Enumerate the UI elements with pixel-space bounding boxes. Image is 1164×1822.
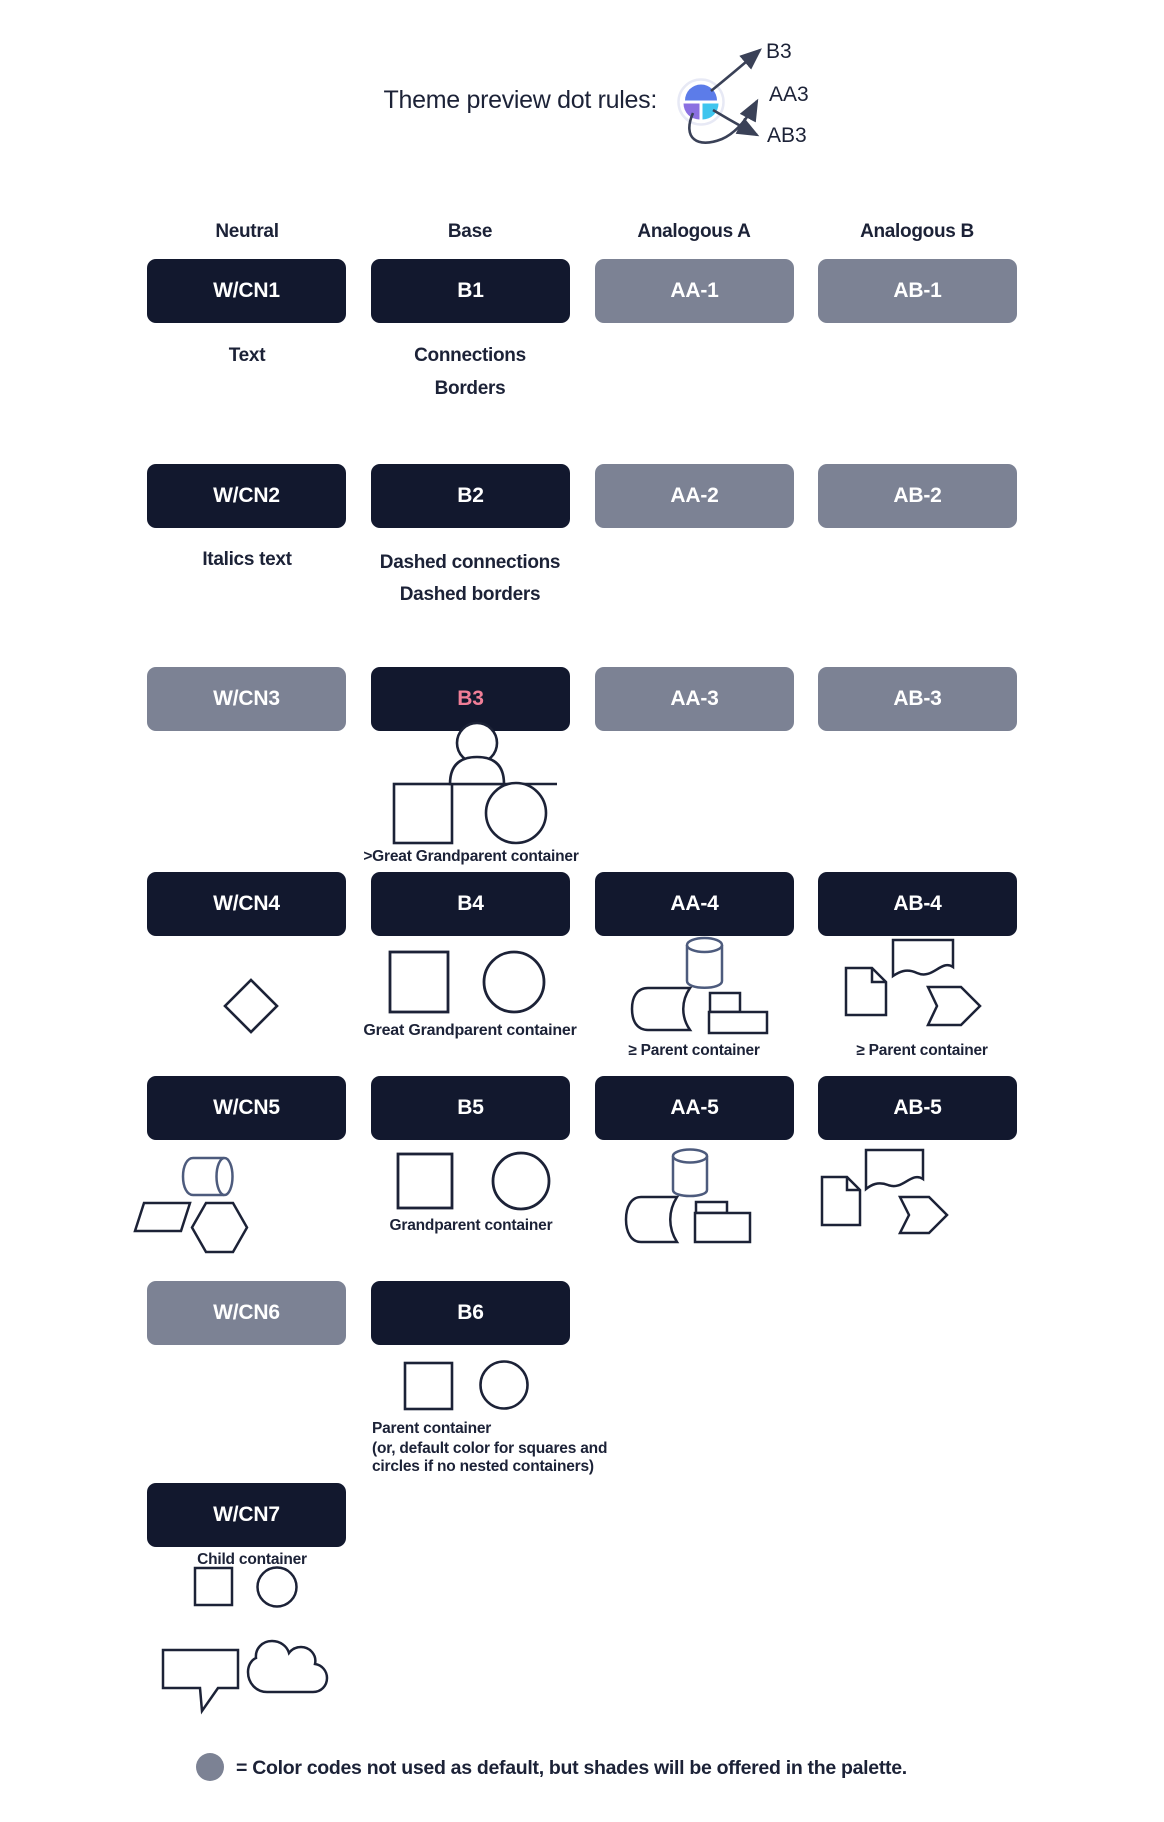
document-fold <box>872 968 886 982</box>
card-tab <box>696 1202 727 1213</box>
swatch-aa5: AA-5 <box>595 1076 794 1140</box>
column-header-analogous-b: Analogous B <box>860 221 974 242</box>
arrow-to-b3 <box>711 50 760 91</box>
square-icon <box>195 1568 232 1605</box>
legend-gray-dot <box>196 1753 224 1781</box>
dot-label-b3: B3 <box>766 40 792 63</box>
label-text: Text <box>228 345 266 366</box>
column-header-base: Base <box>447 221 493 242</box>
cylinder-icon <box>673 1156 707 1196</box>
swatch-wcn1: W/CN1 <box>147 259 346 323</box>
document-fold <box>847 1177 860 1190</box>
wcn7-extra-shapes <box>163 1641 327 1711</box>
label-ge-parent-aa4: ≥ Parent container <box>628 1042 760 1059</box>
swatch-aa2: AA-2 <box>595 464 794 528</box>
cylinder-top <box>687 938 722 952</box>
chevron-icon <box>900 1197 947 1233</box>
label-parent-line3: circles if no nested containers) <box>372 1458 594 1475</box>
b4-shapes <box>390 952 544 1012</box>
square-icon <box>405 1363 452 1409</box>
circle-icon <box>493 1153 549 1209</box>
label-parent-line2: (or, default color for squares and <box>372 1440 608 1457</box>
swatch-aa4: AA-4 <box>595 872 794 936</box>
label-parent-line1: Parent container <box>372 1420 492 1437</box>
label-borders: Borders <box>434 378 506 399</box>
diamond-icon <box>225 980 277 1032</box>
label-grandparent: Grandparent container <box>389 1217 553 1234</box>
tabbed-card-icon <box>709 1012 767 1033</box>
swatch-wcn2: W/CN2 <box>147 464 346 528</box>
actor-shoulders-icon <box>450 757 504 784</box>
cloud-icon <box>248 1641 327 1692</box>
label-ge-parent-ab4: ≥ Parent container <box>856 1042 988 1059</box>
dot-analogous-a-quarter <box>684 104 700 120</box>
square-icon <box>394 784 452 843</box>
wcn5-shapes <box>135 1158 247 1252</box>
swatch-ab5: AB-5 <box>818 1076 1017 1140</box>
dot-analogous-b-quarter <box>703 104 719 120</box>
ab4-shapes <box>846 940 980 1025</box>
label-dashed-connections: Dashed connections <box>379 552 561 573</box>
square-icon <box>398 1154 452 1208</box>
swatch-ab2: AB-2 <box>818 464 1017 528</box>
display-icon <box>866 1150 923 1189</box>
aa4-shapes <box>632 938 767 1033</box>
b5-shapes <box>398 1153 549 1209</box>
swatch-wcn4: W/CN4 <box>147 872 346 936</box>
cylinder-top <box>673 1150 707 1163</box>
dot-base-half <box>685 85 717 101</box>
swatch-ab4: AB-4 <box>818 872 1017 936</box>
wcn7-shapes <box>195 1568 297 1607</box>
chevron-icon <box>928 987 980 1025</box>
label-dashed-borders: Dashed borders <box>399 584 541 605</box>
swatch-wcn6: W/CN6 <box>147 1281 346 1345</box>
dot-ring <box>679 80 724 125</box>
square-icon <box>390 952 448 1012</box>
card-tab <box>710 993 740 1012</box>
label-gt-great-grandparent: >Great Grandparent container <box>363 848 579 865</box>
swatch-b1: B1 <box>371 259 570 323</box>
swatch-ab1: AB-1 <box>818 259 1017 323</box>
label-child-container: Child container <box>197 1551 307 1568</box>
theme-preview-dot-icon <box>679 80 724 125</box>
dot-label-aa3: AA3 <box>769 83 809 106</box>
tabbed-card-icon <box>695 1213 750 1242</box>
b6-shapes <box>405 1362 528 1410</box>
parallelogram-icon <box>135 1203 190 1231</box>
swatch-b5: B5 <box>371 1076 570 1140</box>
dot-label-ab3: AB3 <box>767 124 807 147</box>
ab5-shapes <box>822 1150 947 1233</box>
aa5-shapes <box>626 1150 750 1243</box>
swatch-b3: B3 <box>371 667 570 731</box>
column-header-analogous-a: Analogous A <box>637 221 751 242</box>
label-great-grandparent: Great Grandparent container <box>363 1022 577 1039</box>
b3-shapes <box>394 723 557 843</box>
document-icon <box>846 968 886 1015</box>
swatch-aa3: AA-3 <box>595 667 794 731</box>
swatch-wcn7: W/CN7 <box>147 1483 346 1547</box>
speech-bubble-icon <box>163 1650 238 1711</box>
arrow-to-aa3 <box>689 101 757 143</box>
swatch-aa1: AA-1 <box>595 259 794 323</box>
cylinder-horizontal-icon <box>183 1158 224 1195</box>
stored-data-icon <box>626 1197 677 1242</box>
hexagon-icon <box>192 1203 247 1252</box>
swatch-wcn5: W/CN5 <box>147 1076 346 1140</box>
display-icon <box>893 940 953 976</box>
wcn4-shapes <box>225 980 277 1032</box>
document-icon <box>822 1177 860 1225</box>
cylinder-cap <box>217 1158 233 1195</box>
stored-data-icon <box>632 988 690 1030</box>
circle-icon <box>258 1568 297 1607</box>
swatch-b4: B4 <box>371 872 570 936</box>
circle-icon <box>484 952 544 1012</box>
swatch-wcn3: W/CN3 <box>147 667 346 731</box>
page-title: Theme preview dot rules: <box>383 86 657 114</box>
label-connections: Connections <box>414 345 526 366</box>
arrow-to-ab3 <box>713 110 757 135</box>
circle-icon <box>486 783 546 843</box>
label-italics-text: Italics text <box>202 549 292 570</box>
swatch-b2: B2 <box>371 464 570 528</box>
circle-icon <box>481 1362 528 1409</box>
swatch-b6: B6 <box>371 1281 570 1345</box>
cylinder-icon <box>687 945 722 988</box>
legend-note: = Color codes not used as default, but shades will be offered in the palette. <box>236 1757 907 1779</box>
swatch-ab3: AB-3 <box>818 667 1017 731</box>
column-header-neutral: Neutral <box>215 221 279 242</box>
